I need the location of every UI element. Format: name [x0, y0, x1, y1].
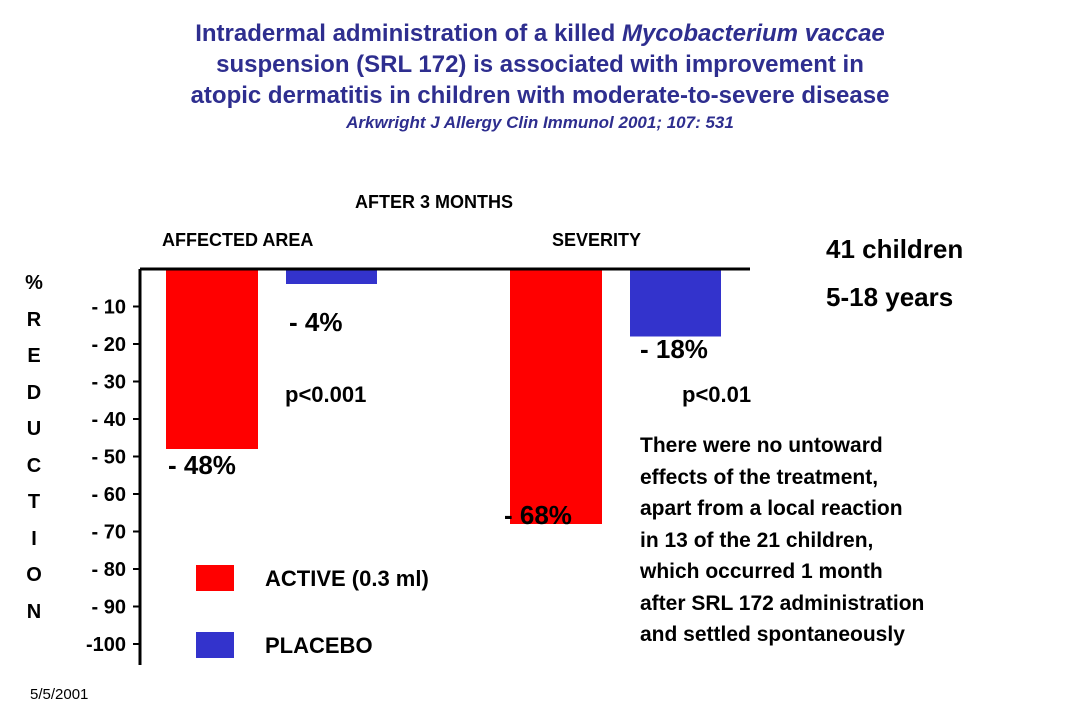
- legend-swatch-active: [196, 565, 234, 591]
- y-axis-title-letter: I: [31, 527, 37, 550]
- y-tick-label: - 40: [91, 409, 126, 431]
- y-axis-title-letter: E: [27, 345, 41, 367]
- y-tick-label: - 20: [91, 334, 126, 356]
- safety-note-line: and settled spontaneously: [640, 623, 905, 646]
- bar-active-affected-area: [166, 271, 258, 450]
- y-axis-title-letter: U: [26, 418, 42, 440]
- p-value-severity: p<0.01: [682, 382, 752, 407]
- y-axis-title-letter: D: [26, 381, 42, 404]
- y-axis-title-letter: C: [26, 454, 42, 477]
- bar-active-severity: [510, 271, 602, 525]
- cohort-age-range: 5-18 years: [826, 282, 954, 312]
- y-tick-label: - 90: [91, 596, 126, 619]
- title-line-1-italic: Mycobacterium vaccae: [621, 20, 885, 47]
- y-axis-title-letter: R: [26, 308, 42, 331]
- legend-label-active: ACTIVE (0.3 ml): [265, 566, 429, 591]
- chart-supertitle: AFTER 3 MONTHS: [355, 192, 514, 212]
- y-axis-title-letter: T: [27, 491, 41, 513]
- p-value-affected-area: p<0.001: [285, 382, 367, 407]
- safety-note-line: after SRL 172 administration: [640, 591, 925, 615]
- legend-swatch-placebo: [196, 632, 234, 658]
- bar-label-active-affected-area: - 48%: [168, 450, 236, 480]
- cohort-size: 41 children: [826, 234, 964, 264]
- y-tick-label: - 10: [91, 296, 126, 319]
- bar-label-active-severity: - 68%: [504, 500, 572, 530]
- y-tick-label: - 50: [91, 446, 126, 469]
- title-line-2: suspension (SRL 172) is associated with improvement in: [216, 51, 864, 78]
- slide-date: 5/5/2001: [30, 686, 89, 703]
- y-tick-label: - 80: [91, 559, 126, 581]
- title-line-1-text: Intradermal administration of a killed: [195, 20, 622, 47]
- safety-note-line: apart from a local reaction: [640, 497, 903, 520]
- y-tick-label: - 70: [91, 521, 126, 544]
- bar-placebo-affected-area: [286, 271, 377, 285]
- bar-label-placebo-severity: - 18%: [640, 334, 708, 364]
- bar-placebo-severity: [630, 271, 721, 337]
- y-tick-label: -100: [85, 634, 126, 656]
- title-line-3: atopic dermatitis in children with moderate-to-severe disease: [190, 82, 890, 109]
- safety-note-line: in 13 of the 21 children,: [640, 528, 874, 552]
- category-label-severity: SEVERITY: [552, 230, 642, 250]
- y-axis-title-letter: O: [26, 564, 42, 586]
- safety-note: [640, 430, 1080, 651]
- category-label-affected-area: AFFECTED AREA: [162, 230, 314, 250]
- y-tick-label: - 30: [91, 371, 126, 394]
- y-axis-title-letter: N: [26, 600, 42, 623]
- safety-note-line: which occurred 1 month: [640, 560, 883, 583]
- y-axis-title-letter: %: [25, 272, 43, 294]
- y-tick-label: - 60: [91, 484, 126, 506]
- safety-note-line: effects of the treatment,: [640, 465, 879, 489]
- legend-label-placebo: PLACEBO: [265, 633, 373, 658]
- citation: Arkwright J Allergy Clin Immunol 2001; 107: 531: [346, 113, 734, 132]
- safety-note-line: There were no untoward: [640, 434, 883, 457]
- bar-label-placebo-affected-area: - 4%: [289, 307, 343, 337]
